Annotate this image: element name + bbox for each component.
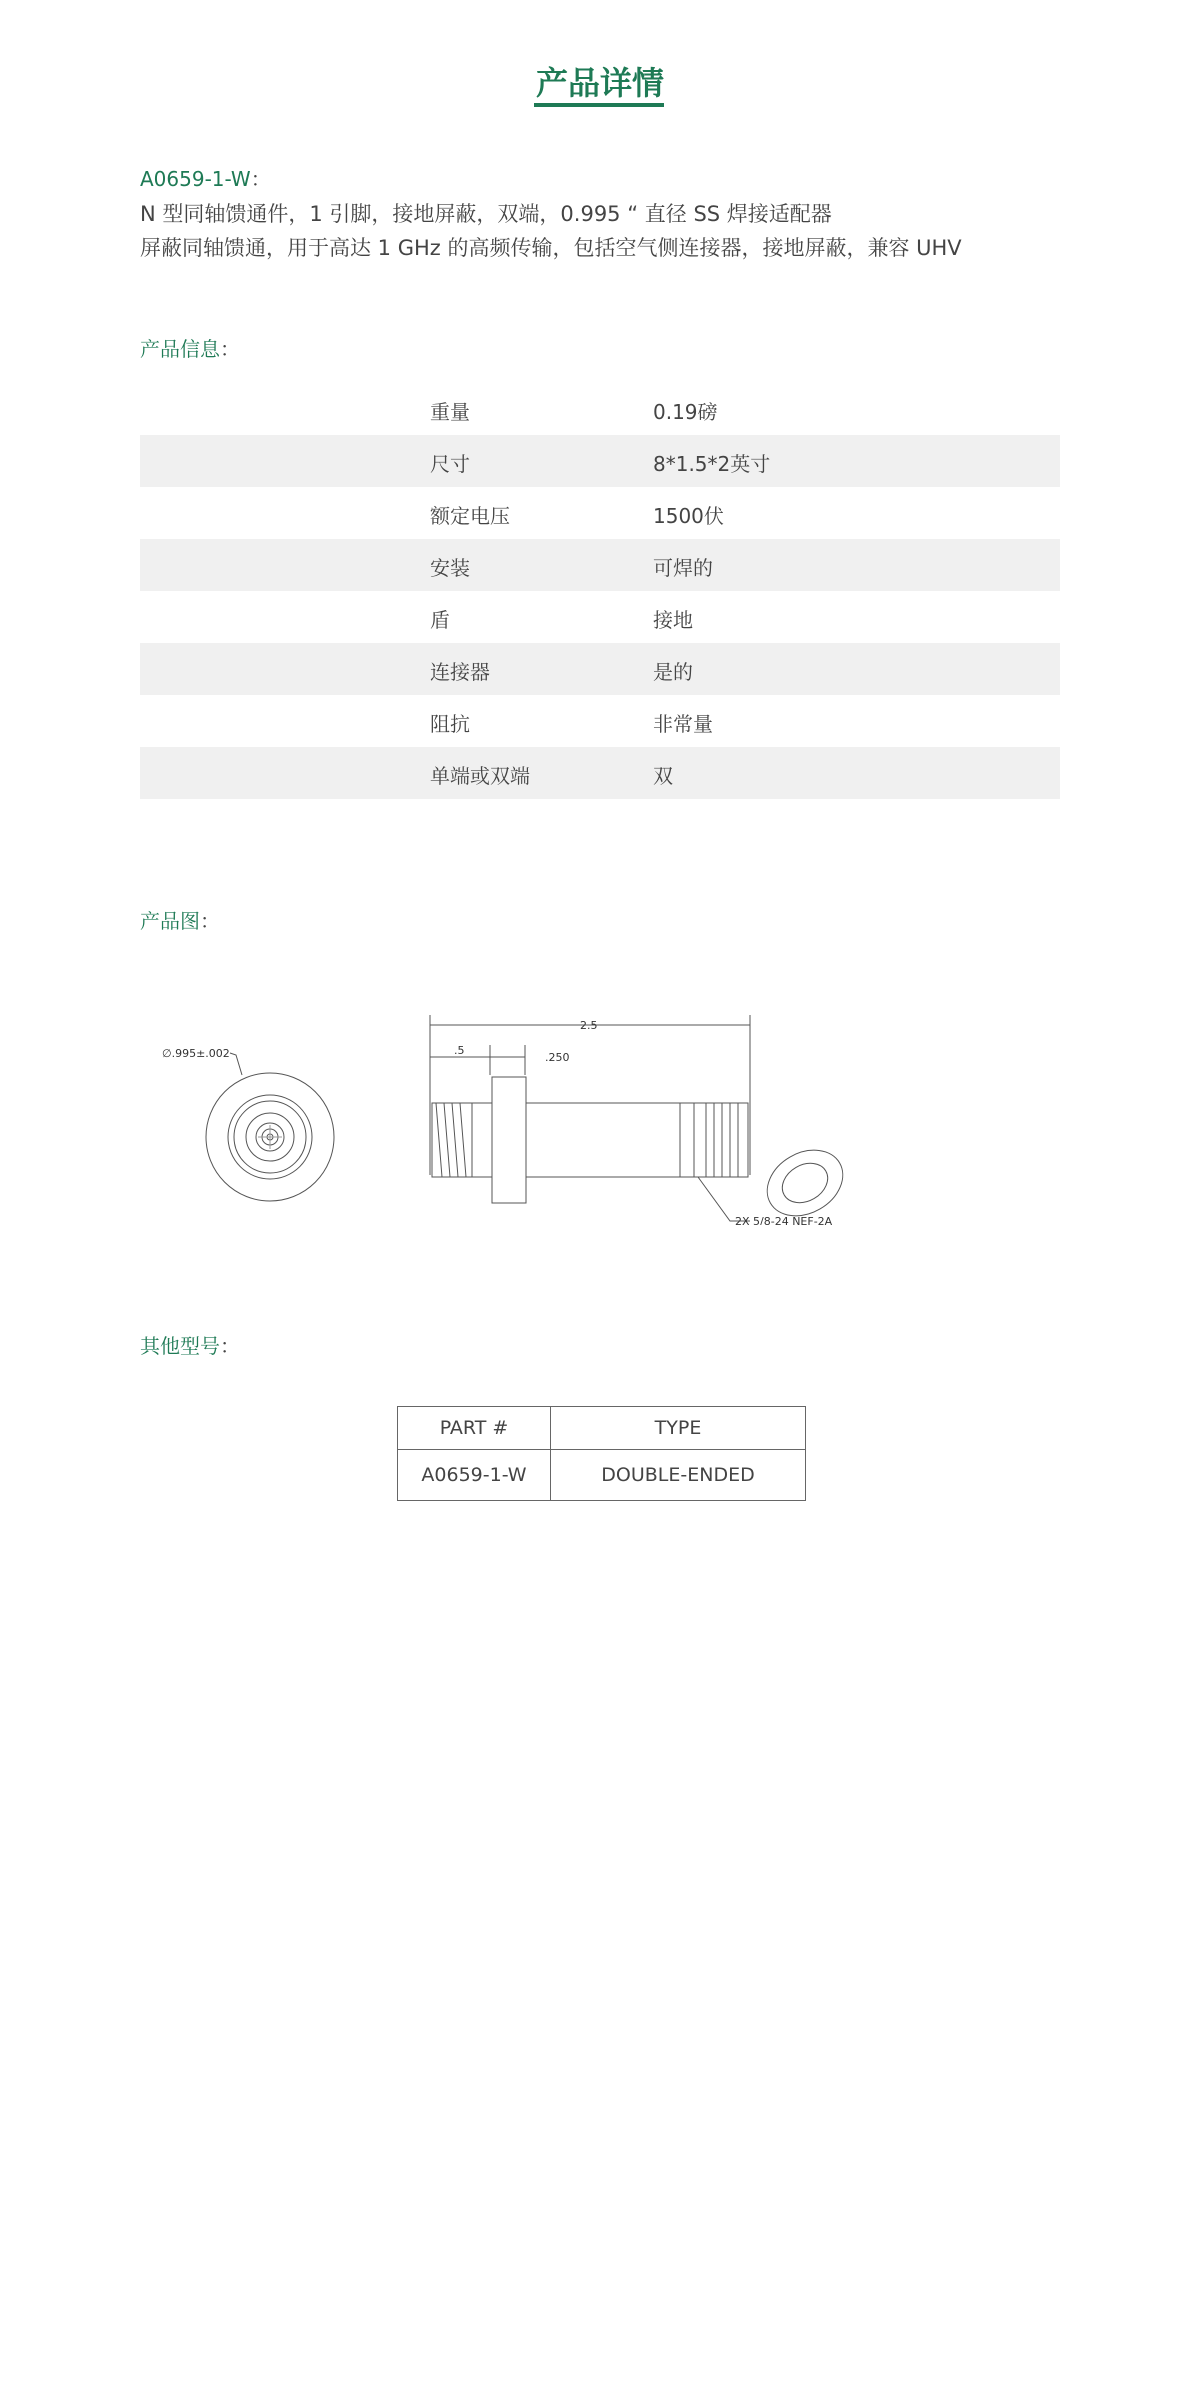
- dim-a-label: .5: [454, 1044, 465, 1057]
- product-description-line1: N 型同轴馈通件，1 引脚，接地屏蔽，双端，0.995 “ 直径 SS 焊接适配器: [140, 202, 832, 226]
- info-key: 重量: [430, 400, 470, 424]
- column-header-part: PART #: [398, 1407, 551, 1450]
- info-row: [140, 435, 1060, 487]
- front-view: [162, 1047, 334, 1201]
- product-info-heading-colon: ：: [220, 337, 240, 361]
- info-row: [140, 747, 1060, 799]
- info-row: [140, 591, 1060, 643]
- title-underline: [534, 103, 664, 107]
- table-row: [398, 1450, 806, 1501]
- product-info-table: [140, 383, 1060, 799]
- product-model-text: A0659-1-W: [140, 167, 251, 191]
- info-value: 0.19磅: [653, 400, 718, 424]
- info-value: 1500伏: [653, 504, 724, 528]
- product-model: [140, 163, 271, 192]
- info-key: 阻抗: [430, 712, 470, 736]
- isometric-view: [755, 1137, 850, 1225]
- other-models-heading-text: 其他型号: [140, 1334, 220, 1358]
- info-key: 盾: [430, 608, 450, 632]
- other-models-heading-colon: ：: [220, 1334, 240, 1358]
- info-value: 可焊的: [653, 556, 713, 580]
- product-info-heading-text: 产品信息: [140, 337, 220, 361]
- other-models-heading: [140, 1330, 240, 1359]
- info-key: 连接器: [430, 660, 490, 684]
- info-row: [140, 643, 1060, 695]
- info-key: 额定电压: [430, 504, 510, 528]
- info-key: 安装: [430, 556, 470, 580]
- info-row: [140, 539, 1060, 591]
- dim-length-label: 2.5: [580, 1019, 598, 1032]
- info-row: [140, 383, 1060, 435]
- info-key: 单端或双端: [430, 764, 530, 788]
- part-number-cell: A0659-1-W: [398, 1450, 551, 1501]
- info-value: 8*1.5*2英寸: [653, 452, 771, 476]
- product-technical-drawing: [150, 985, 850, 1225]
- product-drawing-heading-text: 产品图: [140, 909, 200, 933]
- info-row: [140, 695, 1060, 747]
- other-models-table: [397, 1406, 806, 1501]
- product-model-colon: ：: [250, 167, 271, 191]
- column-header-type: TYPE: [551, 1407, 806, 1450]
- side-view: [430, 1015, 833, 1225]
- info-row: [140, 487, 1060, 539]
- product-info-heading: [140, 333, 240, 362]
- type-cell: DOUBLE-ENDED: [551, 1450, 806, 1501]
- page-title: 产品详情: [535, 64, 664, 102]
- info-value: 非常量: [653, 712, 713, 736]
- info-value: 是的: [653, 660, 693, 684]
- dim-diameter-label: ∅.995±.002: [162, 1047, 230, 1060]
- product-drawing-heading: [140, 905, 220, 934]
- info-value: 双: [653, 764, 673, 788]
- info-key: 尺寸: [430, 452, 470, 476]
- dim-b-label: .250: [545, 1051, 570, 1064]
- product-description-line2: 屏蔽同轴馈通，用于高达 1 GHz 的高频传输，包括空气侧连接器，接地屏蔽，兼容 UHV: [140, 236, 962, 260]
- other-models-header-row: [398, 1407, 806, 1450]
- info-value: 接地: [653, 608, 693, 632]
- thread-note-label: 2X 5/8-24 NEF-2A: [735, 1215, 833, 1225]
- product-drawing-heading-colon: ：: [200, 909, 220, 933]
